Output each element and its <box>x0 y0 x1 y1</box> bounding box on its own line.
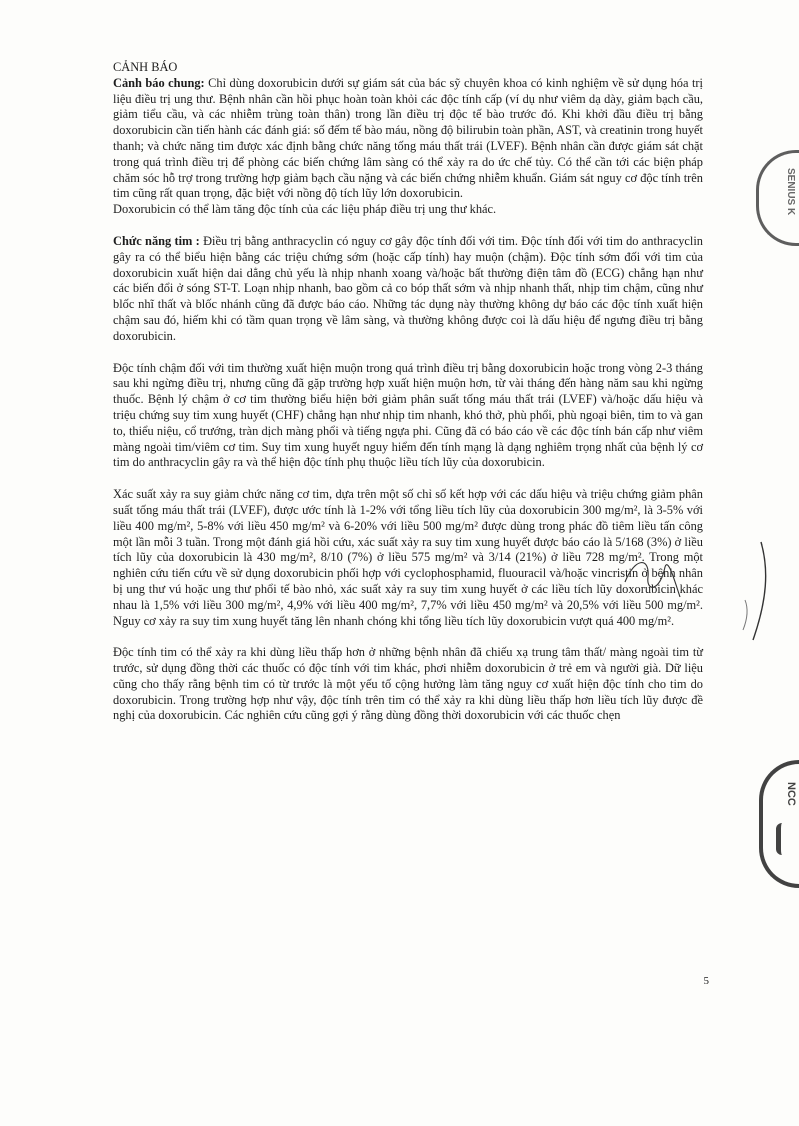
cardiac-function-paragraph <box>113 234 703 345</box>
delayed-toxicity-paragraph: Độc tính chậm đối với tim thường xuất hiện muộn trong quá trình điều trị bằng doxorubicin hoặc trong vòng 2-3 tháng sau khi ngừng điều trị, nhưng cũng đã gặp trường hợp xuất hiện muộn hơn, từ vài tháng đến hàng năm sau khi ngừng thuốc. Bệnh lý chậm ở cơ tim thường biểu hiện bởi giảm phân suất tống máu thất trái (LVEF) và/hoặc dấu hiệu và triệu chứng suy tim xung huyết (CHF) chẳng hạn như nhịp tim nhanh, khó thở, phù phổi, phù ngoại biên, tim to và gan to, thiểu niệu, cổ trướng, tràn dịch màng phổi và tiếng ngựa phi. Cũng đã có báo cáo về các độc tính bán cấp như viêm màng ngoài tim/viêm cơ tim. Suy tim xung huyết nguy hiểm đến tính mạng là dạng nghiêm trọng nhất của bệnh lý cơ tim do anthracyclin gây ra và thể hiện độc tính phụ thuộc liều tích lũy của doxorubicin. <box>113 360 703 470</box>
document-body <box>113 60 703 724</box>
probability-paragraph: Xác suất xảy ra suy giảm chức năng cơ tim, dựa trên một số chỉ số kết hợp với các dấu hiệu và triệu chứng giảm phân suất tống máu thất trái (LVEF), được ước tính là 1-2% với tổng liều tích lũy của doxorubicin 300 mg/m², là 3-5% với liều 400 mg/m², 5-8% với liều 450 mg/m² và 6-20% với liều 500 mg/m² được dùng trong phác đồ tiêm liều tấn công một lần mỗi 3 tuần. Trong một đánh giá hồi cứu, xác suất xảy ra suy tim xung huyết được báo cáo là 5/168 (3%) ở liều tích lũy của doxorubicin là 430 mg/m², 8/10 (7%) ở liều 575 mg/m² và 3/14 (21%) ở liều 728 mg/m². Trong một nghiên cứu tiến cứu về sử dụng doxorubicin phối hợp với cyclophosphamid, fluouracil và/hoặc vincristin ở bệnh nhân bị ung thư vú hoặc ung thư phổi tế bào nhỏ, xác suất xảy ra suy tim xung huyết ở các liều tích lũy doxorubicin khác nhau là 1,5% với liều 300 mg/m², 4,9% với liều 400 mg/m², 7,7% với liều 450 mg/m² và 20,5% với liều 500 mg/m². Nguy cơ xảy ra suy tim xung huyết tăng lên nhanh chóng khi tổng liều tích lũy doxorubicin vượt quá 400 mg/m². <box>113 487 703 628</box>
section-heading: CẢNH BÁO <box>113 60 178 74</box>
general-warning-paragraph-2: Doxorubicin có thể làm tăng độc tính của các liệu pháp điều trị ung thư khác. <box>113 202 497 217</box>
general-warning-text: Chỉ dùng doxorubicin dưới sự giám sát của bác sỹ chuyên khoa có kinh nghiệm về sử dụng hóa trị liệu điều trị ung thư. Bệnh nhân cần hồi phục hoàn toàn khỏi các độc tính cấp (ví dụ như viêm dạ dày, giảm bạch cầu, giảm tiểu cầu, và các nhiễm trùng toàn thân) trong lần điều trị độc tế bào trước đó. Khi khởi đầu điều trị bằng doxorubicin cần tiến hành các đánh giá: số đếm tế bào máu, nồng độ bilirubin toàn phần, AST, và creatinin trong huyết thanh; và chức năng tim được xác định bằng chức năng tống máu thất trái (LVEF). Bệnh nhân cần được giám sát chặt trong quá trình điều trị để phòng các biến chứng lâm sàng có thể xảy ra do ức chế tủy. Có thể cần tới các biện pháp chăm sóc hỗ trợ trong trường hợp giảm bạch cầu nặng và các biến chứng nhiễm khuẩn. Giám sát nguy cơ độc tính trên tim cũng rất quan trọng, đặc biệt với nồng độ tích lũy lớn doxorubicin. <box>113 75 703 201</box>
general-warning-paragraph <box>113 76 703 202</box>
signature-mark <box>739 540 769 650</box>
handwritten-scribble <box>620 552 690 602</box>
cardiac-function-text: Điều trị bằng anthracyclin có nguy cơ gây độc tính đối với tim. Độc tính đối với tim do anthracyclin gây ra có thể biểu hiện bằng các triệu chứng sớm (hoặc cấp tính) hay muộn (chậm). Độc tính sớm đối với tim của doxorubicin xuất hiện dai dẳng chủ yếu là nhịp nhanh xoang và/hoặc bất thường điện tâm đồ (ECG) chẳng hạn như các biến đổi ở sóng ST-T. Loạn nhịp nhanh, bao gồm cả co bóp thất sớm và nhịp nhanh thất, nhịp tim chậm, cũng như blốc nhĩ thất và blốc nhánh cũng đã được báo cáo. Những tác dụng này thường không dự báo các độc tính xuất hiện chậm sau đó, hiếm khi có tầm quan trọng về lâm sàng, và thường không được coi là dấu hiệu để ngưng điều trị bằng doxorubicin. <box>113 233 703 343</box>
cardiac-function-label: Chức năng tim : <box>113 233 200 248</box>
general-warning-label: Cảnh báo chung: <box>113 75 205 90</box>
low-dose-paragraph: Độc tính tim có thể xảy ra khi dùng liều thấp hơn ở những bệnh nhân đã chiếu xạ trung tâm thất/ màng ngoài tim từ trước, sử dụng đồng thời các thuốc có độc tính với tim khác, phơi nhiễm doxorubicin ở trẻ em và người già. Dữ liệu cũng cho thấy rằng bệnh tim có từ trước là một yếu tố cộng hưởng làm tăng nguy cơ xuất hiện độc tính cho tim do doxorubicin. Trong trường hợp như vậy, độc tính trên tim có thể xảy ra khi dùng liều thấp hơn liều tích lũy được đề nghị của doxorubicin. Các nghiên cứu cũng gợi ý rằng dùng đồng thời doxorubicin với các thuốc chẹn <box>113 645 703 723</box>
stamp-top-right-text: SENIUS K <box>785 168 796 216</box>
stamp-bottom-right-text: NCC <box>785 782 797 806</box>
stamp-bottom-right-inner <box>776 823 791 855</box>
page-number: 5 <box>703 975 709 987</box>
